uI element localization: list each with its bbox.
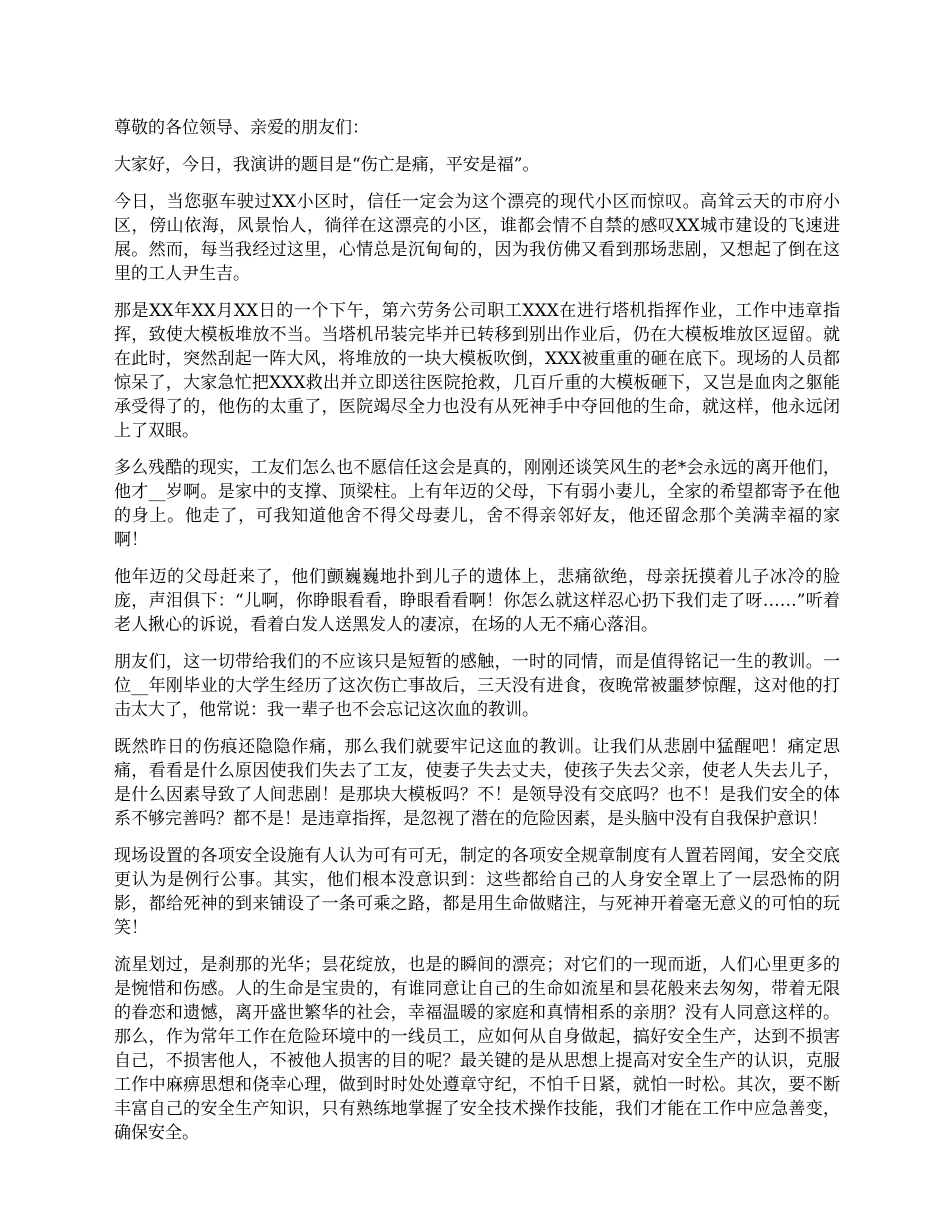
salutation: 尊敬的各位领导、亲爱的朋友们： bbox=[114, 118, 369, 138]
body-paragraph: 那是XX年XX月XX日的一个下午，第六劳务公司职工XXX在进行塔机指挥作业，工作中违章指挥，致使大模板堆放不当。当塔机吊装完毕并已转移到别出作业后，仍在大模板堆放区逗留。就在此时，突然刮起一阵大风，将堆放的一块大模板吹倒，XXX被重重的砸在底下。现场的人员都惊呆了，大家急忙把XXX救出并立即送往医院抢救，几百斤重的大模板砸下，又岂是血肉之躯能承受得了的，他伤的太重了，医院竭尽全力也没有从死神手中夺回他的生命，就这样，他永远闭上了双眼。 bbox=[114, 301, 840, 441]
document-page bbox=[114, 116, 840, 1158]
body-paragraph: 多么残酷的现实，工友们怎么也不愿信任这会是真的，刚刚还谈笑风生的老*会永远的离开他们，他才__岁啊。是家中的支撑、顶梁柱。上有年迈的父母，下有弱小妻儿，全家的希望都寄予在他的身上。他走了，可我知道他舍不得父母妻儿，舍不得亲邻好友，他还留念那个美满幸福的家啊！ bbox=[114, 458, 840, 550]
body-paragraph: 今日，当您驱车驶过XX小区时，信任一定会为这个漂亮的现代小区而惊叹。高耸云天的市府小区，傍山依海，风景怡人，徜徉在这漂亮的小区，谁都会情不自禁的感叹XX城市建设的飞速进展。然而，每当我经过这里，心情总是沉甸甸的，因为我仿佛又看到那场悲剧，又想起了倒在这里的工人尹生吉。 bbox=[114, 192, 840, 284]
body-paragraph: 现场设置的各项安全设施有人认为可有可无，制定的各项安全规章制度有人置若罔闻，安全交底更认为是例行公事。其实，他们根本没意识到：这些都给自己的人身安全罩上了一层恐怖的阴影，都给死神的到来铺设了一条可乘之路，都是用生命做赌注，与死神开着毫无意义的可怕的玩笑！ bbox=[114, 846, 840, 938]
body-paragraph: 朋友们，这一切带给我们的不应该只是短暂的感触，一时的同情，而是值得铭记一生的教训。一位__年刚毕业的大学生经历了这次伤亡事故后，三天没有进食，夜晚常被噩梦惊醒，这对他的打击太大了，他常说：我一辈子也不会忘记这次血的教训。 bbox=[114, 652, 840, 720]
body-paragraph: 他年迈的父母赶来了，他们颤巍巍地扑到儿子的遗体上，悲痛欲绝，母亲抚摸着儿子冰冷的脸庞，声泪俱下：“儿啊，你睁眼看看，睁眼看看啊！你怎么就这样忍心扔下我们走了呀……”听着老人揪心的诉说，看着白发人送黑发人的凄凉，在场的人无不痛心落泪。 bbox=[114, 567, 840, 635]
body-paragraph: 既然昨日的伤痕还隐隐作痛，那么我们就要牢记这血的教训。让我们从悲剧中猛醒吧！痛定思痛，看看是什么原因使我们失去了工友，使妻子失去丈夫，使孩子失去父亲，使老人失去儿子，是什么因素导致了人间悲剧！是那块大模板吗？不！是领导没有交底吗？也不！是我们安全的体系不够完善吗？都不是！是违章指挥，是忽视了潜在的危险因素，是头脑中没有自我保护意识！ bbox=[114, 737, 840, 829]
body-paragraph: 流星划过，是刹那的光华；昙花绽放，也是的瞬间的漂亮；对它们的一现而逝，人们心里更多的是惋惜和伤感。人的生命是宝贵的，有谁同意让自己的生命如流星和昙花般来去匆匆，带着无限的眷恋和遗憾，离开盛世繁华的社会，幸福温暖的家庭和真情相系的亲朋？没有人同意这样的。那么，作为常年工作在危险环境中的一线员工，应如何从自身做起，搞好安全生产，达到不损害自己，不损害他人，不被他人损害的目的呢？最关键的是从思想上提高对安全生产的认识，克服工作中麻痹思想和侥幸心理，做到时时处处遵章守纪，不怕千日紧，就怕一时松。其次，要不断丰富自己的安全生产知识，只有熟练地掌握了安全技术操作技能，我们才能在工作中应急善变，确保安全。 bbox=[114, 955, 840, 1143]
opening-paragraph: 大家好，今日，我演讲的题目是“伤亡是痛，平安是福”。 bbox=[114, 155, 540, 175]
